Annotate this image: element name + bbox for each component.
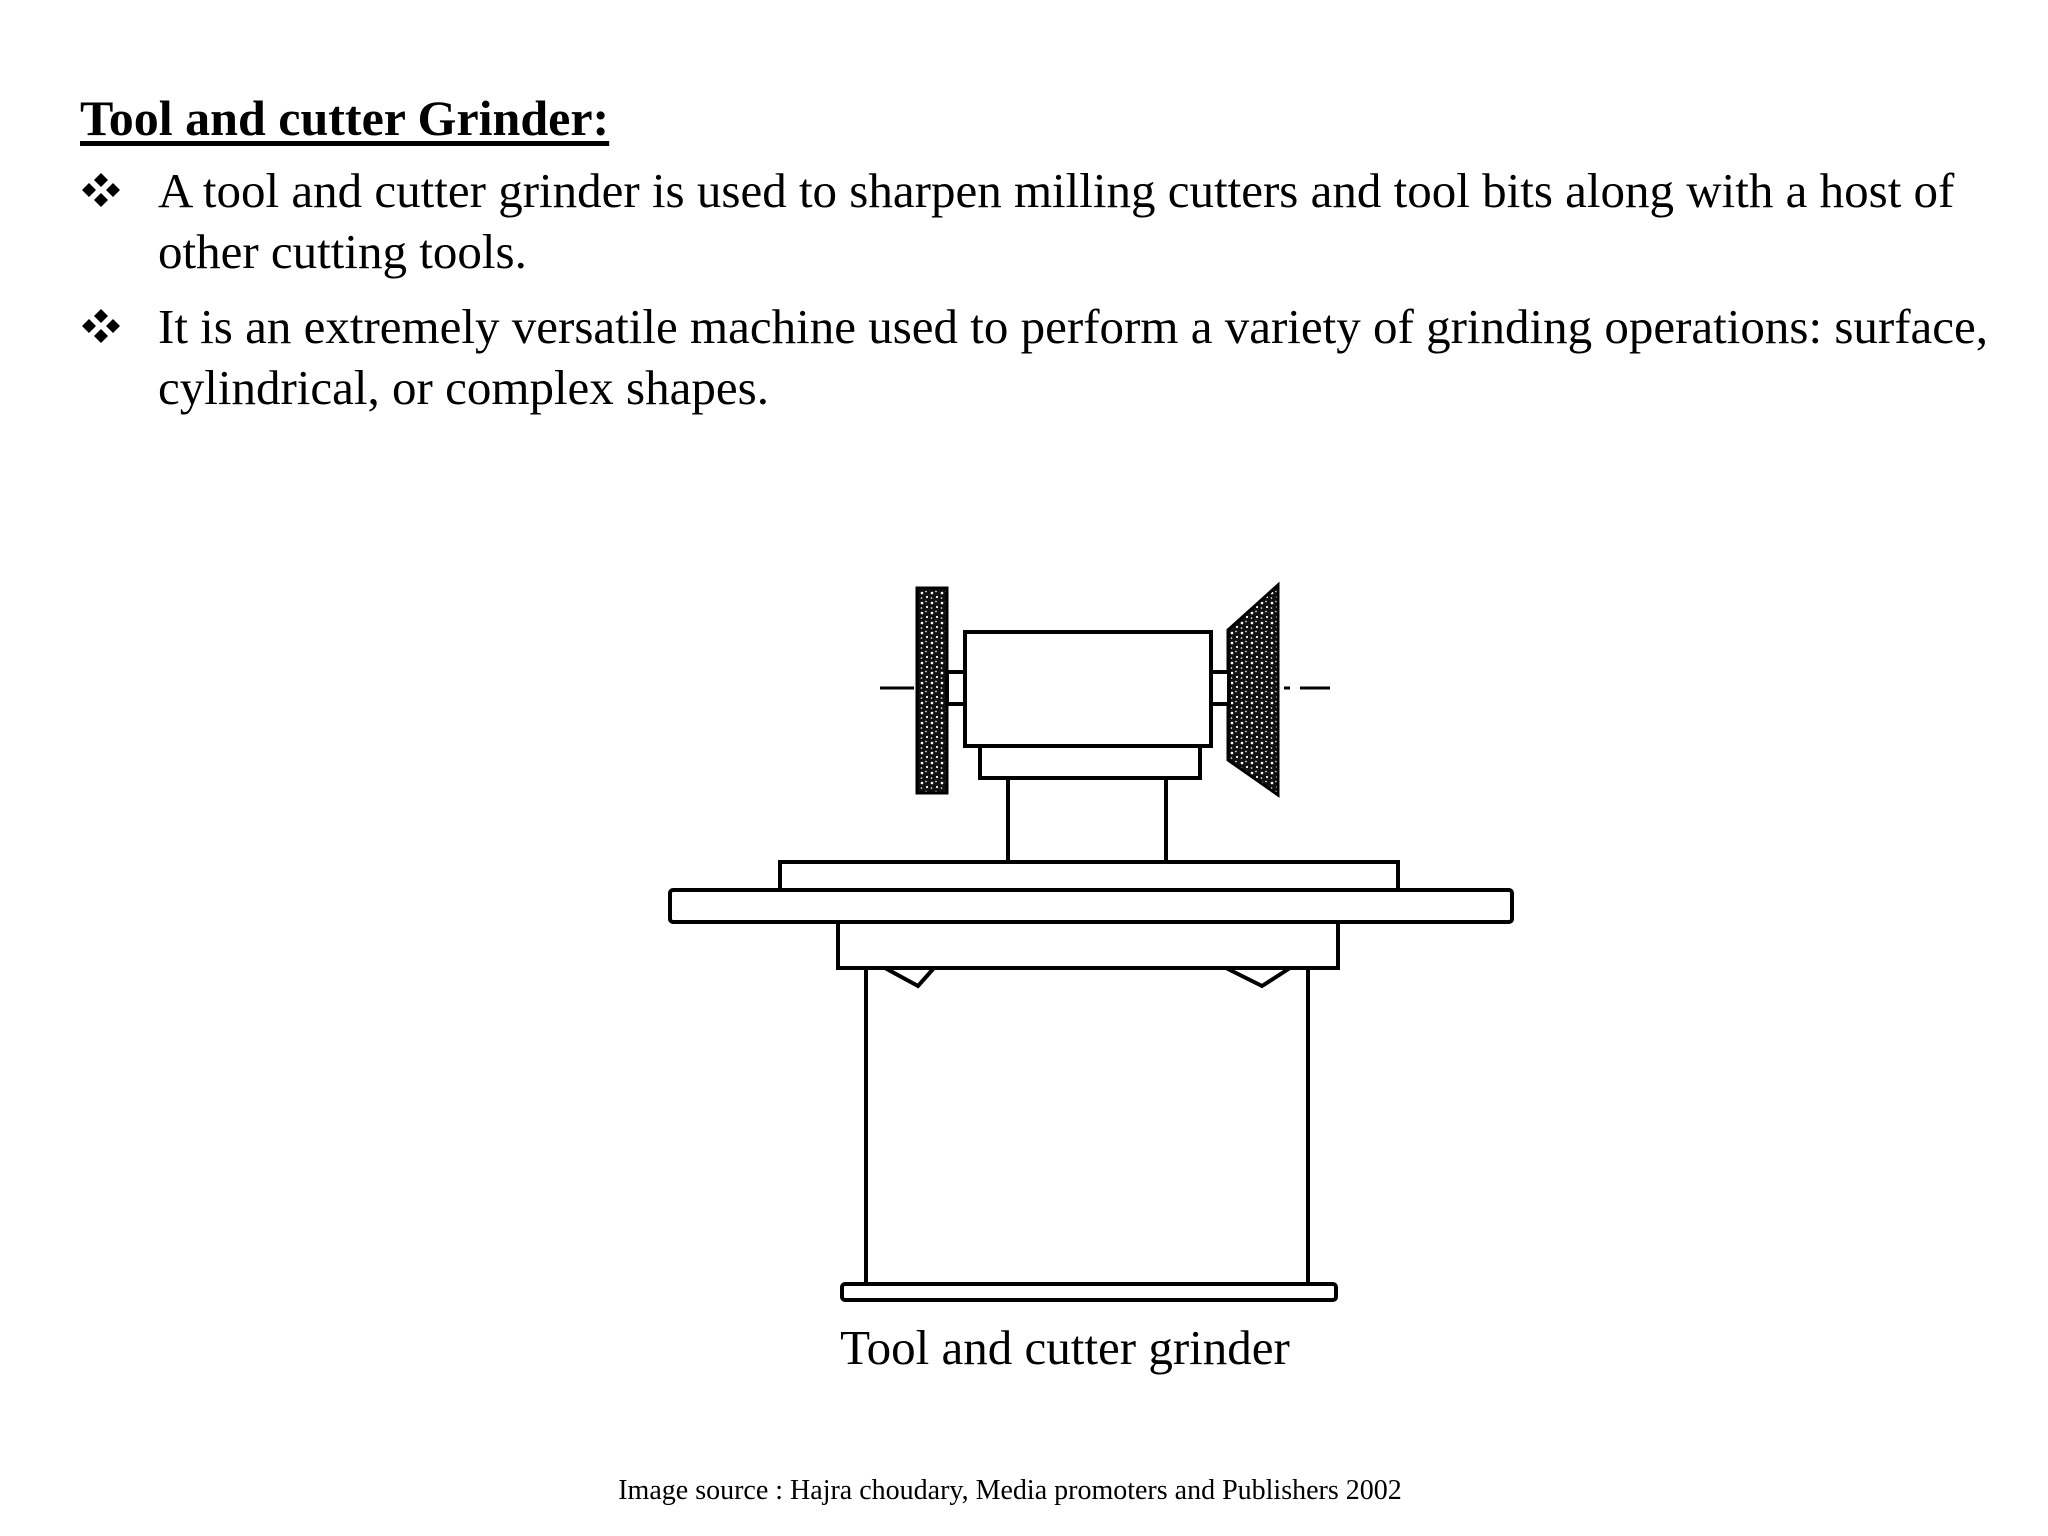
bullet-text: It is an extremely versatile machine used to perform a variety of grinding operations: surface, cylindrical, or complex shapes. xyxy=(158,299,1989,415)
figure-caption: Tool and cutter grinder xyxy=(840,1320,1290,1375)
bullet-text: A tool and cutter grinder is used to sharpen milling cutters and tool bits along with a host of other cutting tools. xyxy=(158,163,1955,279)
diamond-cluster-icon xyxy=(82,173,120,207)
bullet-list xyxy=(80,160,2040,432)
slide-title: Tool and cutter Grinder: xyxy=(80,90,610,146)
diamond-cluster-icon xyxy=(82,309,120,343)
bullet-item xyxy=(80,296,2040,418)
tool-cutter-grinder-drawing xyxy=(640,560,1560,1320)
bullet-item xyxy=(80,160,2040,282)
image-source: Image source : Hajra choudary, Media promoters and Publishers 2002 xyxy=(618,1475,1402,1506)
